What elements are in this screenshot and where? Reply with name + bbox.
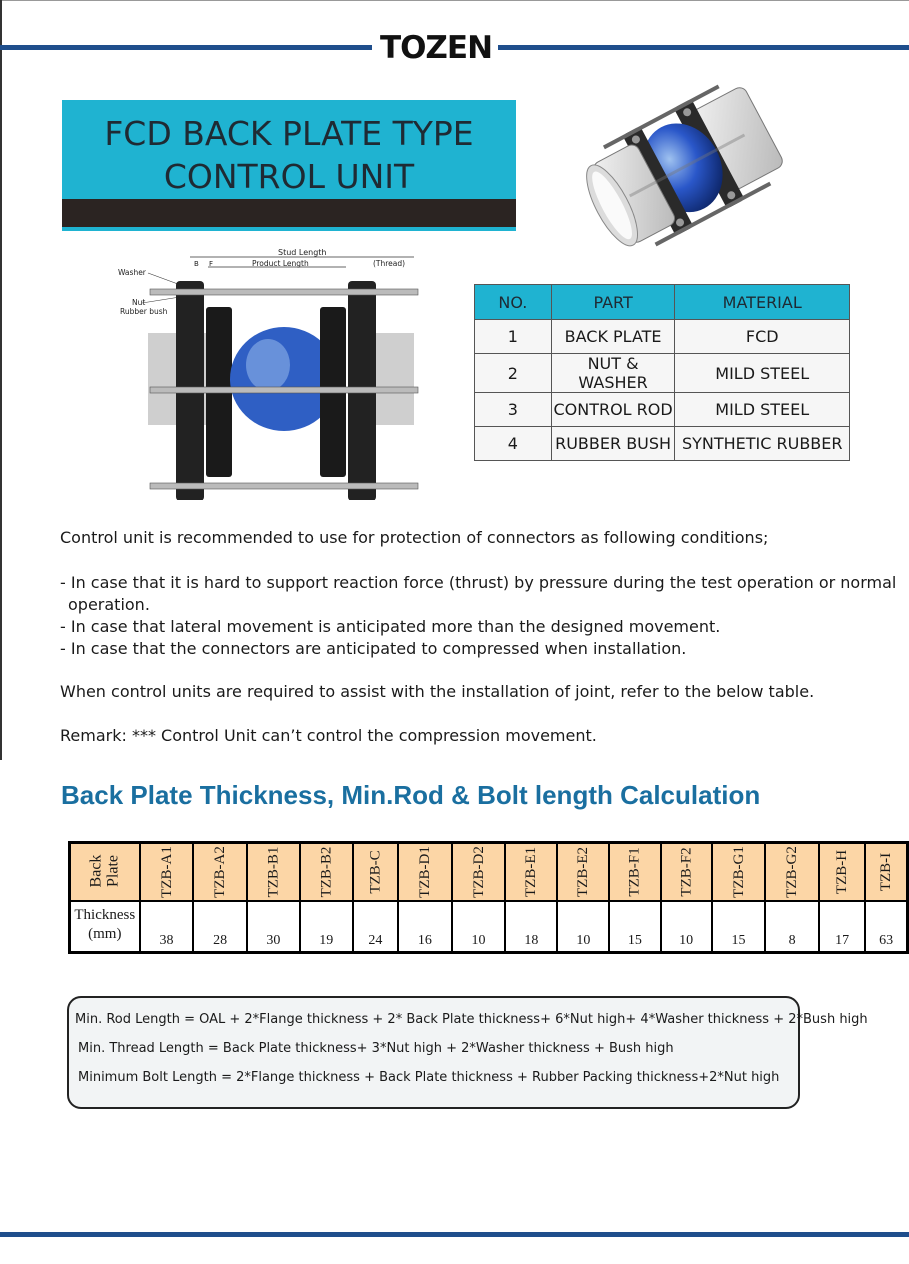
intro-text: Control unit is recommended to use for protection of connectors as following conditions; — [60, 528, 769, 547]
thickness-column-label: TZB-D2 — [470, 845, 487, 898]
parts-cell-part: RUBBER BUSH — [551, 427, 675, 461]
thickness-column-label: TZB-B1 — [265, 846, 282, 898]
back-plate-header — [70, 843, 140, 901]
nut-label: Nut — [132, 298, 146, 307]
parts-header-material: MATERIAL — [675, 285, 850, 320]
thickness-table-values — [70, 901, 908, 953]
thickness-value: 17 — [819, 901, 865, 953]
thickness-value: 8 — [765, 901, 819, 953]
bullet-2: - In case that lateral movement is anticipated more than the designed movement. — [60, 617, 721, 636]
f-label: F — [209, 260, 214, 268]
bullet-3: - In case that the connectors are anticipated to compressed when installation. — [60, 639, 687, 658]
thickness-value: 28 — [193, 901, 247, 953]
remark-text: Remark: *** Control Unit can’t control the compression movement. — [60, 726, 597, 745]
thickness-column-label: TZB-D1 — [416, 845, 433, 898]
rubber-bush-label: Rubber bush — [120, 307, 168, 316]
thickness-column-header — [505, 843, 557, 901]
thickness-table-header — [70, 843, 908, 901]
thickness-row-header-line-1: Thickness — [74, 907, 136, 924]
thickness-row-header-line-2: (mm) — [88, 926, 122, 943]
thickness-value: 19 — [300, 901, 353, 953]
footer-rule — [0, 1232, 909, 1237]
thickness-value: 16 — [398, 901, 452, 953]
thickness-column-header — [452, 843, 506, 901]
thickness-column-header — [661, 843, 712, 901]
thickness-column-label: TZB-G2 — [784, 845, 801, 898]
parts-cell-material: MILD STEEL — [675, 354, 850, 393]
thickness-column-header — [609, 843, 660, 901]
section-title: Back Plate Thickness, Min.Rod & Bolt length Calculation — [61, 780, 761, 810]
parts-table — [474, 284, 850, 461]
page-top-border — [0, 0, 909, 1]
thickness-column-label: TZB-E2 — [575, 846, 592, 897]
bullet-1-line-1: - In case that it is hard to support reaction force (thrust) by pressure during the test operation or normal — [60, 573, 897, 592]
refer-text: When control units are required to assist with the installation of joint, refer to the below table. — [60, 682, 815, 701]
thickness-column-header — [557, 843, 609, 901]
thickness-column-label: TZB-C — [367, 850, 384, 894]
thickness-column-header — [398, 843, 452, 901]
thickness-row-header — [70, 901, 140, 953]
parts-header-part: PART — [551, 285, 675, 320]
thickness-column-header — [865, 843, 907, 901]
back-plate-header-text — [88, 855, 122, 888]
thickness-column-label: TZB-A2 — [212, 845, 229, 898]
back-plate-header-line-1: Back — [87, 854, 105, 888]
parts-cell-material: MILD STEEL — [675, 393, 850, 427]
thickness-column-label: TZB-F2 — [678, 847, 695, 897]
back-plate-header-line-2: Plate — [104, 855, 122, 888]
thickness-column-label: TZB-A1 — [158, 845, 175, 898]
thickness-value: 15 — [609, 901, 660, 953]
parts-cell-part: NUT & WASHER — [551, 354, 675, 393]
title-banner-bar — [62, 199, 516, 227]
b-label: B — [194, 260, 199, 268]
parts-table-header — [475, 285, 850, 320]
thickness-value: 10 — [557, 901, 609, 953]
parts-cell-material: FCD — [675, 320, 850, 354]
table-row — [475, 427, 850, 461]
thickness-column-label: TZB-H — [834, 849, 851, 894]
parts-cell-no: 3 — [475, 393, 552, 427]
product-photo — [562, 60, 814, 270]
thickness-column-header — [353, 843, 398, 901]
thread-label: (Thread) — [373, 259, 406, 268]
rod-length-formula: Min. Rod Length = OAL + 2*Flange thickness + 2* Back Plate thickness+ 6*Nut high+ 4*Washer thickness + 2*Bush high — [75, 1012, 868, 1027]
thickness-column-header — [300, 843, 353, 901]
tozen-logo: TOZEN — [379, 30, 493, 66]
parts-cell-material: SYNTHETIC RUBBER — [675, 427, 850, 461]
stud-length-label: Stud Length — [278, 248, 327, 257]
washer-label: Washer — [118, 268, 146, 277]
thickness-column-label: TZB-G1 — [730, 845, 747, 898]
bolt-length-formula: Minimum Bolt Length = 2*Flange thickness + Back Plate thickness + Rubber Packing thickness+2*Nut high — [78, 1070, 780, 1085]
thickness-column-label: TZB-F1 — [626, 847, 643, 897]
thickness-column-header — [193, 843, 247, 901]
thickness-value: 10 — [452, 901, 506, 953]
table-row — [475, 320, 850, 354]
product-length-label: Product Length — [252, 259, 309, 268]
page-title-line-1: FCD BACK PLATE TYPE — [104, 114, 474, 153]
thickness-column-label: TZB-B2 — [318, 846, 335, 898]
thickness-column-header — [140, 843, 194, 901]
page-title-line-2: CONTROL UNIT — [163, 157, 415, 196]
parts-cell-no: 2 — [475, 354, 552, 393]
thickness-value: 38 — [140, 901, 194, 953]
parts-cell-no: 4 — [475, 427, 552, 461]
bullet-1-line-2: operation. — [68, 595, 150, 614]
header-rule-right — [498, 45, 909, 50]
thickness-column-label: TZB-I — [878, 852, 895, 891]
table-row — [475, 354, 850, 393]
table-row — [475, 393, 850, 427]
thickness-column-header — [712, 843, 766, 901]
thickness-column-header — [765, 843, 819, 901]
thickness-value: 24 — [353, 901, 398, 953]
thickness-column-label: TZB-E1 — [523, 846, 540, 897]
thickness-value: 63 — [865, 901, 907, 953]
technical-drawing — [118, 245, 420, 500]
thickness-value: 30 — [247, 901, 300, 953]
parts-cell-no: 1 — [475, 320, 552, 354]
thickness-value: 15 — [712, 901, 766, 953]
parts-cell-part: CONTROL ROD — [551, 393, 675, 427]
thickness-column-header — [819, 843, 865, 901]
parts-cell-part: BACK PLATE — [551, 320, 675, 354]
header-rule-left — [0, 45, 372, 50]
thread-length-formula: Min. Thread Length = Back Plate thickness+ 3*Nut high + 2*Washer thickness + Bush high — [78, 1041, 674, 1056]
thickness-value: 18 — [505, 901, 557, 953]
thickness-value: 10 — [661, 901, 712, 953]
thickness-table — [68, 841, 909, 954]
page-left-border — [0, 0, 2, 760]
parts-header-no: NO. — [475, 285, 552, 320]
thickness-column-header — [247, 843, 300, 901]
